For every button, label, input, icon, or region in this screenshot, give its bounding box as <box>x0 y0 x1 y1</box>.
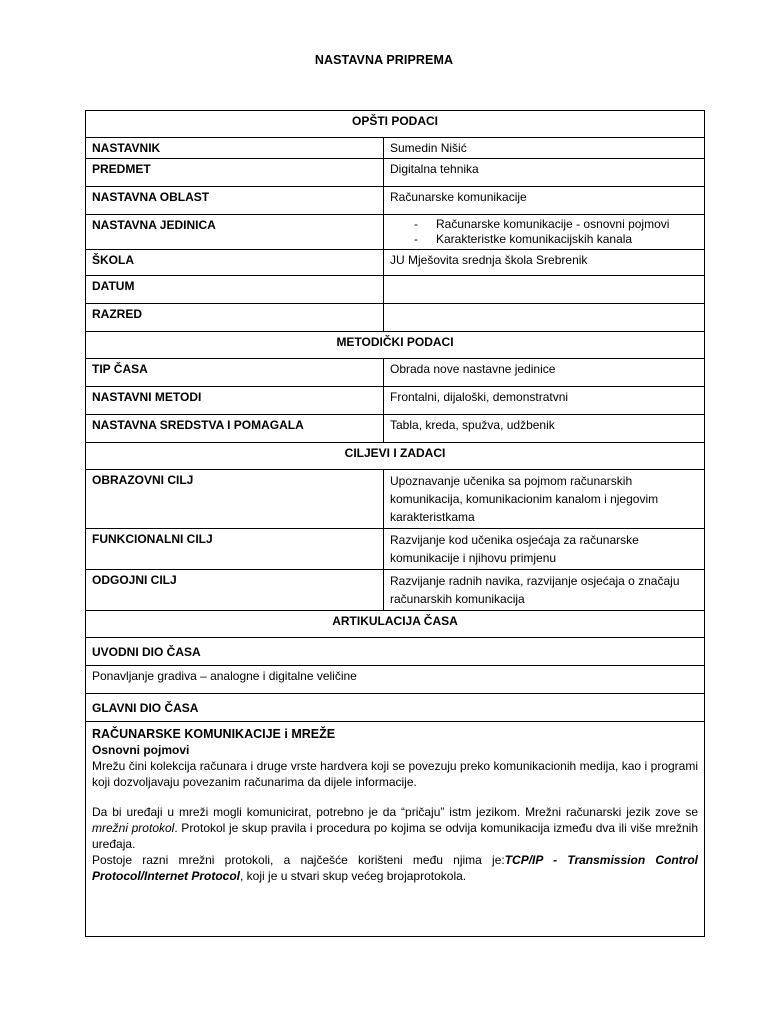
text-span: . Protokol je skup pravila i procedura po kojima se odvija komunikacija između dva ili više mrežnih uređaja. <box>92 821 699 851</box>
row-value: Upoznavanje učenika sa pojmom računarskih komunikacija, komunikacionim kanalom i njegovim karakteristkama <box>384 470 705 529</box>
table-row <box>86 359 705 387</box>
table-row <box>86 570 705 611</box>
text-span: Da bi uređaji u mreži mogli komunicirat, potrebno je da “pričaju” istm jezikom. Mrežni računarski jezik zove se <box>92 805 699 819</box>
row-value: Obrada nove nastavne jedinice <box>384 359 705 387</box>
table-row <box>86 722 705 937</box>
section-general-heading: OPŠTI PODACI <box>86 111 705 138</box>
section-methodical-heading: METODIČKI PODACI <box>86 332 705 359</box>
table-row <box>86 215 705 250</box>
row-label: DATUM <box>86 276 384 304</box>
table-row <box>86 666 705 694</box>
table-row <box>86 694 705 722</box>
section-articulation-heading: ARTIKULACIJA ČASA <box>86 611 705 638</box>
table-row <box>86 387 705 415</box>
main-part-content <box>86 722 705 937</box>
row-label: OBRAZOVNI CILJ <box>86 470 384 529</box>
paragraph: Mrežu čini kolekcija računara i druge vrste hardvera koji se povezuju preko komunikacionih medija, kao i programi koji dozvoljavaju povezanim računarima da dijele informacije. <box>92 759 699 789</box>
list-item: - Karakteristke komunikacijskih kanala <box>414 232 698 247</box>
row-value <box>384 276 705 304</box>
table-row <box>86 638 705 666</box>
table-row <box>86 415 705 443</box>
main-part-label: GLAVNI DIO ČASA <box>86 694 705 722</box>
row-value: Sumedin Nišić <box>384 138 705 159</box>
row-label: NASTAVNA OBLAST <box>86 187 384 215</box>
protocol-name: TCP/IP - Transmission Control Protocol/Internet Protocol <box>92 853 699 883</box>
table-row <box>86 159 705 187</box>
row-label: NASTAVNA SREDSTVA I POMAGALA <box>86 415 384 443</box>
row-label: RAZRED <box>86 304 384 332</box>
row-value: JU Mješovita srednja škola Srebrenik <box>384 250 705 276</box>
paragraph <box>92 804 698 852</box>
row-label: ŠKOLA <box>86 250 384 276</box>
table-row <box>86 529 705 570</box>
row-value: Frontalni, dijaloški, demonstratvni <box>384 387 705 415</box>
row-value <box>384 304 705 332</box>
row-value: Razvijanje kod učenika osjećaja za računarske komunikacije i njihovu primjenu <box>384 529 705 570</box>
row-label: NASTAVNIK <box>86 138 384 159</box>
row-label: PREDMET <box>86 159 384 187</box>
table-row <box>86 276 705 304</box>
row-label: NASTAVNA JEDINICA <box>86 215 384 250</box>
list-item: - Računarske komunikacije - osnovni pojmovi <box>414 217 698 232</box>
row-label: ODGOJNI CILJ <box>86 570 384 611</box>
intro-part-label: UVODNI DIO ČASA <box>86 638 705 666</box>
row-label: FUNKCIONALNI CILJ <box>86 529 384 570</box>
section-goals-heading: CILJEVI I ZADACI <box>86 443 705 470</box>
row-value <box>384 215 705 250</box>
row-value: Digitalna tehnika <box>384 159 705 187</box>
row-value: Razvijanje radnih navika, razvijanje osjećaja o značaju računarskih komunikacija <box>384 570 705 611</box>
content-subheading: Osnovni pojmovi <box>92 743 190 757</box>
text-span: Postoje razni mrežni protokoli, a najčešće korišteni među njima je: <box>92 853 505 867</box>
row-value: Računarske komunikacije <box>384 187 705 215</box>
emphasis-text: mrežni protokol <box>92 821 175 835</box>
lesson-units-list <box>390 217 698 247</box>
lesson-plan-table <box>85 110 705 937</box>
table-row <box>86 138 705 159</box>
paragraph <box>92 852 698 884</box>
row-value: Tabla, kreda, spužva, udžbenik <box>384 415 705 443</box>
table-row <box>86 187 705 215</box>
intro-part-text: Ponavljanje gradiva – analogne i digitalne veličine <box>86 666 705 694</box>
content-heading: RAČUNARSKE KOMUNIKACIJE i MREŽE <box>92 727 336 741</box>
table-row <box>86 250 705 276</box>
text-span: , koji je u stvari skup većeg brojaprotokola. <box>240 869 467 883</box>
row-label: NASTAVNI METODI <box>86 387 384 415</box>
table-row <box>86 470 705 529</box>
document-title: NASTAVNA PRIPREMA <box>314 53 454 67</box>
row-label: TIP ČASA <box>86 359 384 387</box>
table-row <box>86 304 705 332</box>
